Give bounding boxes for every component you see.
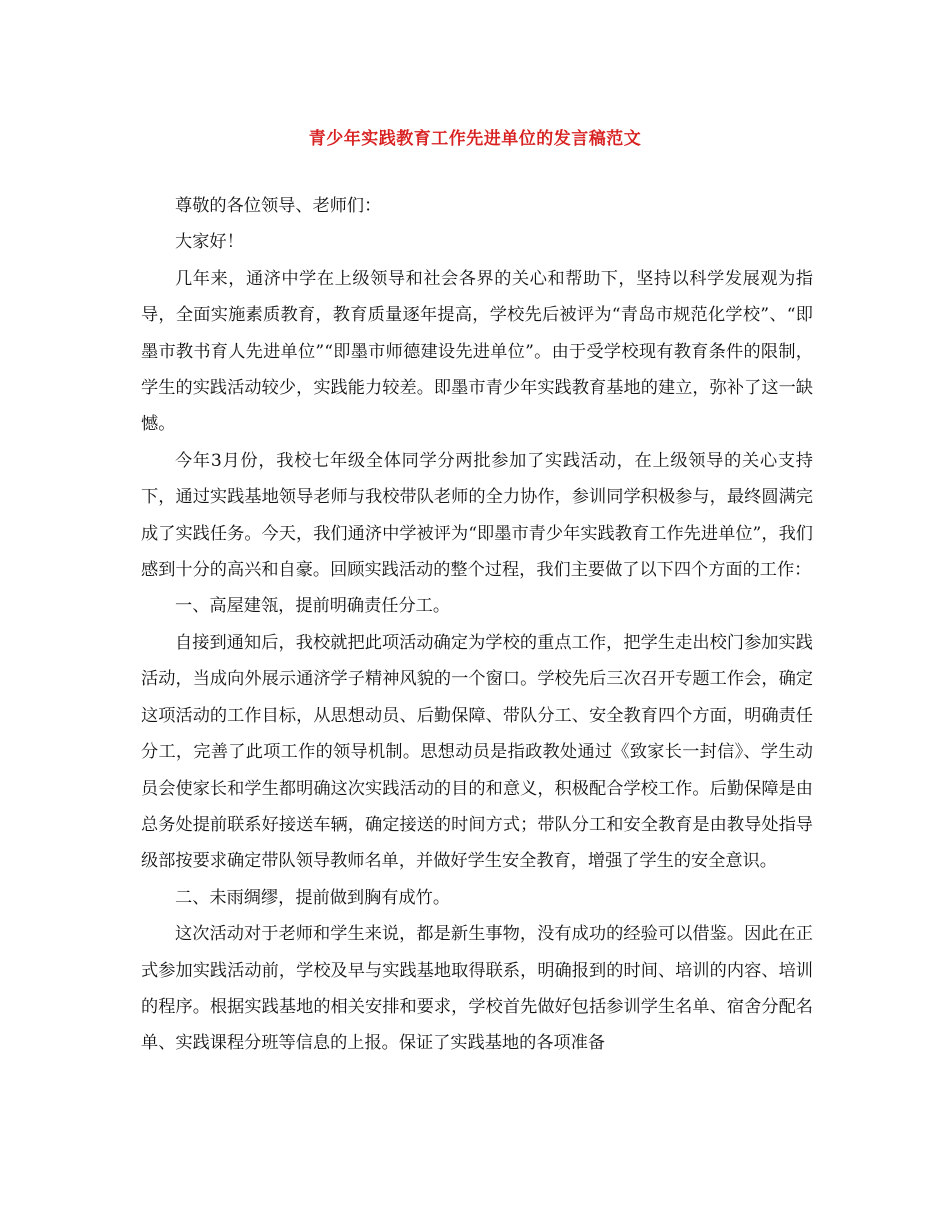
paragraph-salutation: 尊敬的各位领导、老师们： [175,196,382,216]
paragraph-section-1: 自接到通知后，我校就把此项活动确定为学校的重点工作，把学生走出校门参加实践活动，当成向外展示通济学子精神风貌的一个窗口。学校先后三次召开专题工作会，确定这项活动的工作目标，从思想动员、后勤保障、带队分工、安全教育四个方面，明确责任分工，完善了此项工作的领导机制。思想动员是指政教处通过《致家长一封信》、学生动员会使家长和学生都明确这次实践活动的目的和意义，积极配合学校工作。后勤保障是由总务处提前联系好接送车辆，确定接送的时间方式；带队分工和安全教育是由教导处指导级部按要求确定带队领导教师名单，并做好学生安全教育，增强了学生的安全意识。 [141,632,813,872]
paragraph-greeting: 大家好！ [175,232,244,253]
paragraph-section-2: 这次活动对于老师和学生来说，都是新生事物，没有成功的经验可以借鉴。因此在正式参加实践活动前，学校及早与实践基地取得联系，明确报到的时间、培训的内容、培训的程序。根据实践基地的相关安排和要求，学校首先做好包括参训学生名单、宿舍分配名单、实践课程分班等信息的上报。保证了实践基地的各项准备 [141,924,813,1054]
document-body [141,188,813,1062]
document-title: 青少年实践教育工作先进单位的发言稿范文 [308,129,642,149]
paragraph-activity-summary: 今年3月份，我校七年级全体同学分两批参加了实践活动，在上级领导的关心支持下，通过实践基地领导老师与我校带队老师的全力协作，参训同学积极参与，最终圆满完成了实践任务。今天，我们通济中学被评为“即墨市青少年实践教育工作先进单位”，我们感到十分的高兴和自豪。回顾实践活动的整个过程，我们主要做了以下四个方面的工作： [141,450,813,581]
section-heading-2: 二、未雨绸缪，提前做到胸有成竹。 [175,887,451,908]
paragraph-intro: 几年来，通济中学在上级领导和社会各界的关心和帮助下，坚持以科学发展观为指导，全面实施素质教育，教育质量逐年提高，学校先后被评为“青岛市规范化学校”、“即墨市教书育人先进单位”“即墨市师德建设先进单位”。由于受学校现有教育条件的限制，学生的实践活动较少，实践能力较差。即墨市青少年实践教育基地的建立，弥补了这一缺憾。 [141,268,813,435]
section-heading-1: 一、高屋建瓴，提前明确责任分工。 [175,596,451,617]
